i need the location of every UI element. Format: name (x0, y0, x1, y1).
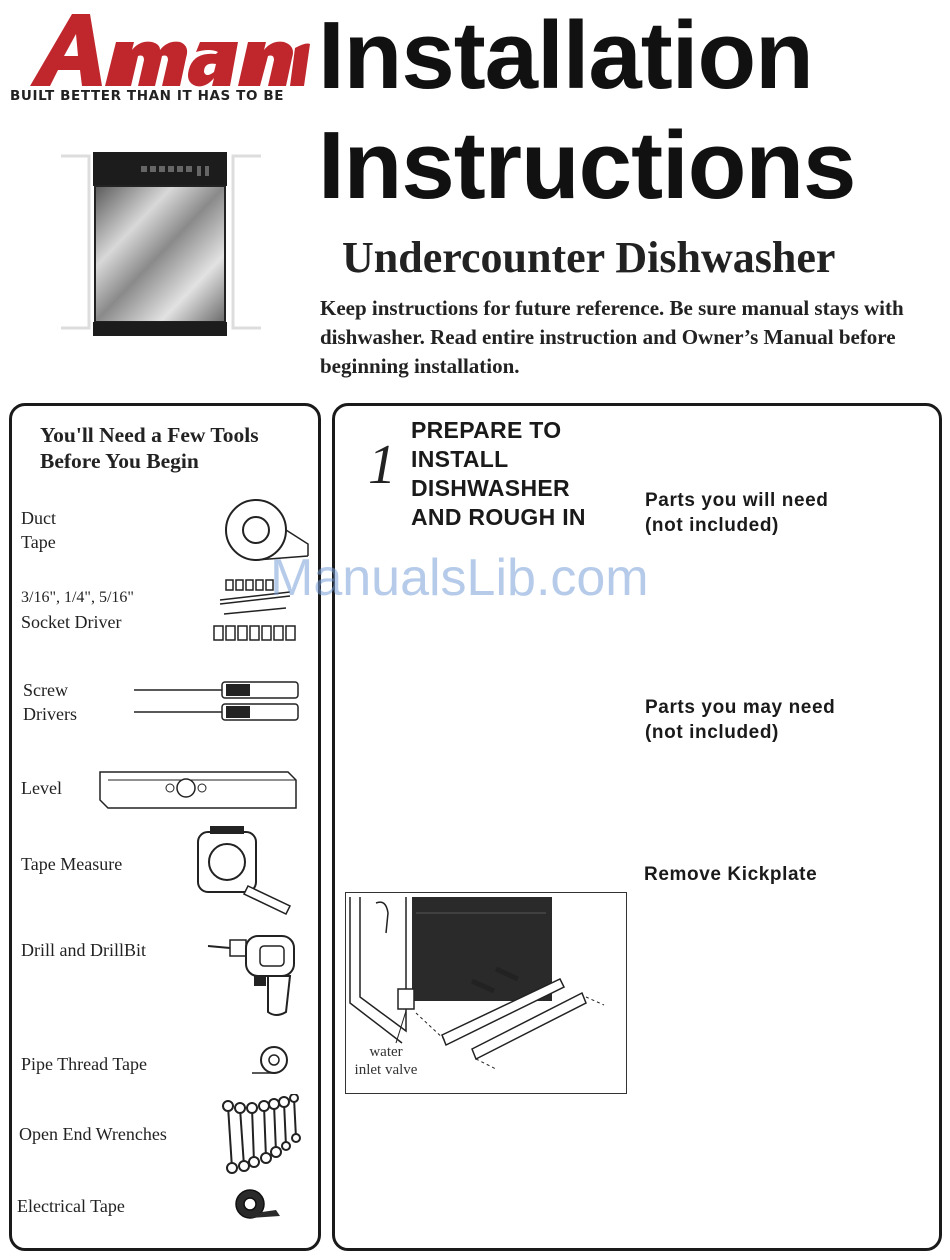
electrical-tape-icon (234, 1188, 284, 1224)
tool-label-pipe-thread-tape: Pipe Thread Tape (21, 1054, 148, 1074)
step-title: PREPARE TO INSTALL DISHWASHER AND ROUGH IN (411, 417, 586, 530)
tool-label-tape-measure: Tape Measure (21, 854, 123, 874)
tool-label-screwdrivers: Screw Drivers (23, 680, 77, 724)
kickplate-diagram (345, 892, 627, 1094)
parts-you-may-need: Parts you may need (not included) (645, 697, 836, 743)
tool-label-open-end-wrenches: Open End Wrenches (19, 1124, 167, 1144)
pipe-thread-tape-icon (250, 1044, 294, 1078)
title-line-2: Instructions (318, 112, 856, 219)
step-number: 1 (368, 434, 396, 496)
water-inlet-valve-label: water inlet valve (354, 1044, 418, 1078)
remove-kickplate-heading: Remove Kickplate (644, 864, 818, 885)
parts-you-will-need: Parts you will need (not included) (645, 490, 829, 536)
screwdrivers-icon (130, 678, 300, 724)
tool-label-drill: Drill and DrillBit (21, 940, 146, 960)
tool-label-socket-driver: 3/16", 1/4", 5/16" Socket Driver (21, 589, 134, 632)
level-icon (98, 766, 300, 812)
title-line-1: Installation (318, 2, 813, 109)
intro-text: Keep instructions for future reference. Be sure manual stays with dishwasher. Read entire instruction and Owner’s Manual before beginning installation. (320, 296, 904, 378)
tape-measure-icon (192, 824, 296, 918)
dishwasher-illustration (55, 148, 267, 343)
subtitle: Undercounter Dishwasher (342, 233, 836, 282)
wrenches-icon (214, 1094, 306, 1176)
tool-label-electrical-tape: Electrical Tape (17, 1196, 125, 1216)
watermark: ManualsLib.com (270, 549, 649, 607)
tool-label-level: Level (21, 778, 62, 798)
brand-tagline: BUILT BETTER THAN IT HAS TO BE (10, 88, 285, 104)
tool-label-duct-tape: Duct Tape (21, 508, 56, 552)
tools-heading: You'll Need a Few Tools Before You Begin (40, 423, 259, 473)
amana-logo (10, 8, 310, 90)
drill-icon (206, 932, 298, 1020)
